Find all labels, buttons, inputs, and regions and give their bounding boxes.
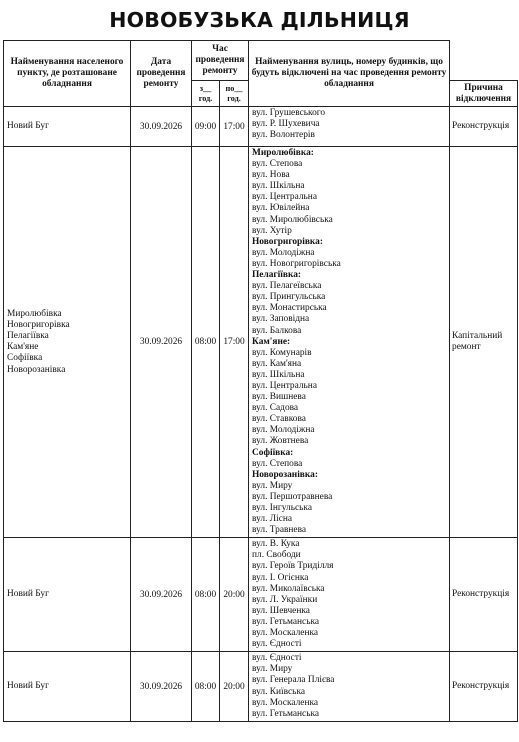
street-name: вул. Шевченка: [252, 605, 310, 616]
street-name: вул. Генерала Плієва: [252, 675, 335, 686]
street-name: вул. Молодіжна: [252, 247, 315, 258]
location-name: Новий Буг: [7, 680, 49, 691]
street-name: вул. Садова: [252, 403, 299, 414]
time-to-cell: 17:00: [220, 107, 249, 147]
street-name: вул. Інгульська: [252, 503, 312, 513]
street-name: вул. Центральна: [252, 192, 317, 203]
time-from-cell: 08:00: [192, 652, 220, 722]
streets-cell: [249, 652, 450, 722]
street-name: вул. Степова: [252, 159, 303, 170]
streets-cell: [249, 538, 450, 652]
location-name: Новорозанівка: [7, 364, 66, 375]
date-cell: 30.09.2026: [131, 652, 192, 722]
street-name: вул. Гетьманська: [252, 708, 320, 719]
reason-cell: [450, 538, 518, 652]
table-row: [4, 538, 518, 652]
location-cell: [4, 652, 131, 722]
settlement-heading: Новорозанівка:: [252, 469, 318, 480]
street-name: вул. Новогригорівська: [252, 258, 341, 269]
street-name: вул. Волонтерів: [252, 130, 315, 141]
location-name: Софіївка: [7, 353, 43, 364]
location-name: Новий Буг: [7, 589, 49, 600]
table-row: [4, 107, 518, 147]
date-cell: 30.09.2026: [131, 107, 192, 147]
settlement-heading: Софіївка:: [252, 447, 294, 458]
street-name: вул. Вишнева: [252, 392, 306, 403]
street-name: вул. Л. Українки: [252, 594, 318, 605]
settlement-heading: Миролюбівка:: [252, 148, 314, 158]
location-cell: [4, 538, 131, 652]
street-name: вул. Грушевського: [252, 108, 326, 118]
time-from-cell: 09:00: [192, 107, 220, 147]
date-cell: 30.09.2026: [131, 538, 192, 652]
street-name: вул. Молодіжна: [252, 425, 315, 436]
reason-text: Реконструкція: [452, 120, 510, 131]
settlement-heading: Кам'яне:: [252, 336, 291, 347]
street-name: вул. Травнева: [252, 525, 307, 536]
location-name: Новий Буг: [7, 120, 49, 131]
settlement-heading: Новогригорівка:: [252, 236, 323, 247]
header-reason: Причина відключення: [450, 81, 518, 107]
street-name: вул. Москаленка: [252, 628, 319, 639]
settlement-heading: Пелагіївка:: [252, 270, 302, 281]
street-name: вул. Кам'яна: [252, 358, 302, 369]
street-name: вул. Лісна: [252, 514, 293, 525]
table-row: [4, 652, 518, 722]
street-name: вул. Гетьманська: [252, 616, 320, 627]
street-name: вул. Жовтнева: [252, 436, 309, 447]
table-body: [4, 107, 518, 722]
header-corner: [450, 41, 518, 81]
street-name: вул. Москаленка: [252, 697, 319, 708]
street-name: вул. Пелагеївська: [252, 281, 322, 292]
location-cell: [4, 147, 131, 538]
reason-cell: [450, 107, 518, 147]
street-name: вул. Комунарів: [252, 347, 312, 358]
street-name: вул. Заповідна: [252, 314, 310, 325]
street-name: вул. Центральна: [252, 380, 317, 391]
street-name: вул. Монастирська: [252, 303, 327, 314]
street-name: вул. Хутір: [252, 225, 292, 236]
street-name: вул. Прингульська: [252, 292, 326, 303]
street-name: вул. Київська: [252, 686, 306, 697]
street-name: вул. Єдності: [252, 639, 302, 650]
page-title: НОВОБУЗЬКА ДІЛЬНИЦЯ: [109, 8, 410, 32]
street-name: пл. Свободи: [252, 550, 301, 561]
street-name: вул. Балкова: [252, 325, 302, 336]
streets-cell: [249, 147, 450, 538]
reason-text: Реконструкція: [452, 589, 510, 600]
street-name: вул. Єдності: [252, 653, 302, 664]
time-to-cell: 20:00: [220, 538, 249, 652]
street-name: вул. Героїв Триділля: [252, 561, 334, 572]
street-name: вул. Ювілейна: [252, 203, 310, 214]
table-header: [4, 41, 518, 107]
reason-text: Капітальний ремонт: [452, 330, 503, 353]
street-name: вул. І. Огієнка: [252, 572, 309, 583]
street-name: вул. Миролюбівська: [252, 214, 333, 225]
location-name: Миролюбівка: [7, 308, 62, 319]
location-name: Пелагіївка: [7, 330, 49, 341]
location-name: Кам'яне: [7, 342, 39, 353]
header-location: Найменування населеного пункту, де розташоване обладнання: [4, 41, 131, 107]
street-name: вул. Миколаївська: [252, 583, 325, 594]
reason-cell: [450, 147, 518, 538]
location-cell: [4, 107, 131, 147]
street-name: вул. Шкільна: [252, 181, 305, 192]
street-name: вул. Ставкова: [252, 414, 306, 425]
header-time: Час проведення ремонту: [192, 41, 249, 81]
table-row: [4, 147, 518, 538]
reason-cell: [450, 652, 518, 722]
street-name: вул. Нова: [252, 170, 290, 181]
street-name: вул. Миру: [252, 480, 293, 491]
street-name: вул. В. Кука: [252, 539, 300, 550]
reason-text: Реконструкція: [452, 680, 510, 691]
time-from-cell: 08:00: [192, 147, 220, 538]
location-name: Новогригорівка: [7, 319, 70, 330]
time-to-cell: 20:00: [220, 652, 249, 722]
header-streets: Найменування вулиць, номеру будинків, що будуть відключені на час проведення ремонту обладнання: [249, 41, 450, 107]
time-to-cell: 17:00: [220, 147, 249, 538]
street-name: вул. Миру: [252, 664, 293, 675]
street-name: вул. Степова: [252, 458, 303, 469]
street-name: вул. Р. Шухевича: [252, 119, 320, 130]
streets-cell: [249, 107, 450, 147]
header-date: Дата проведення ремонту: [131, 41, 192, 107]
outage-table: [3, 40, 518, 722]
street-name: вул. Шкільна: [252, 369, 305, 380]
street-name: вул. Першотравнева: [252, 491, 333, 502]
header-from: з__ год.: [192, 81, 220, 107]
header-to: по__ год.: [220, 81, 249, 107]
time-from-cell: 08:00: [192, 538, 220, 652]
date-cell: 30.09.2026: [131, 147, 192, 538]
